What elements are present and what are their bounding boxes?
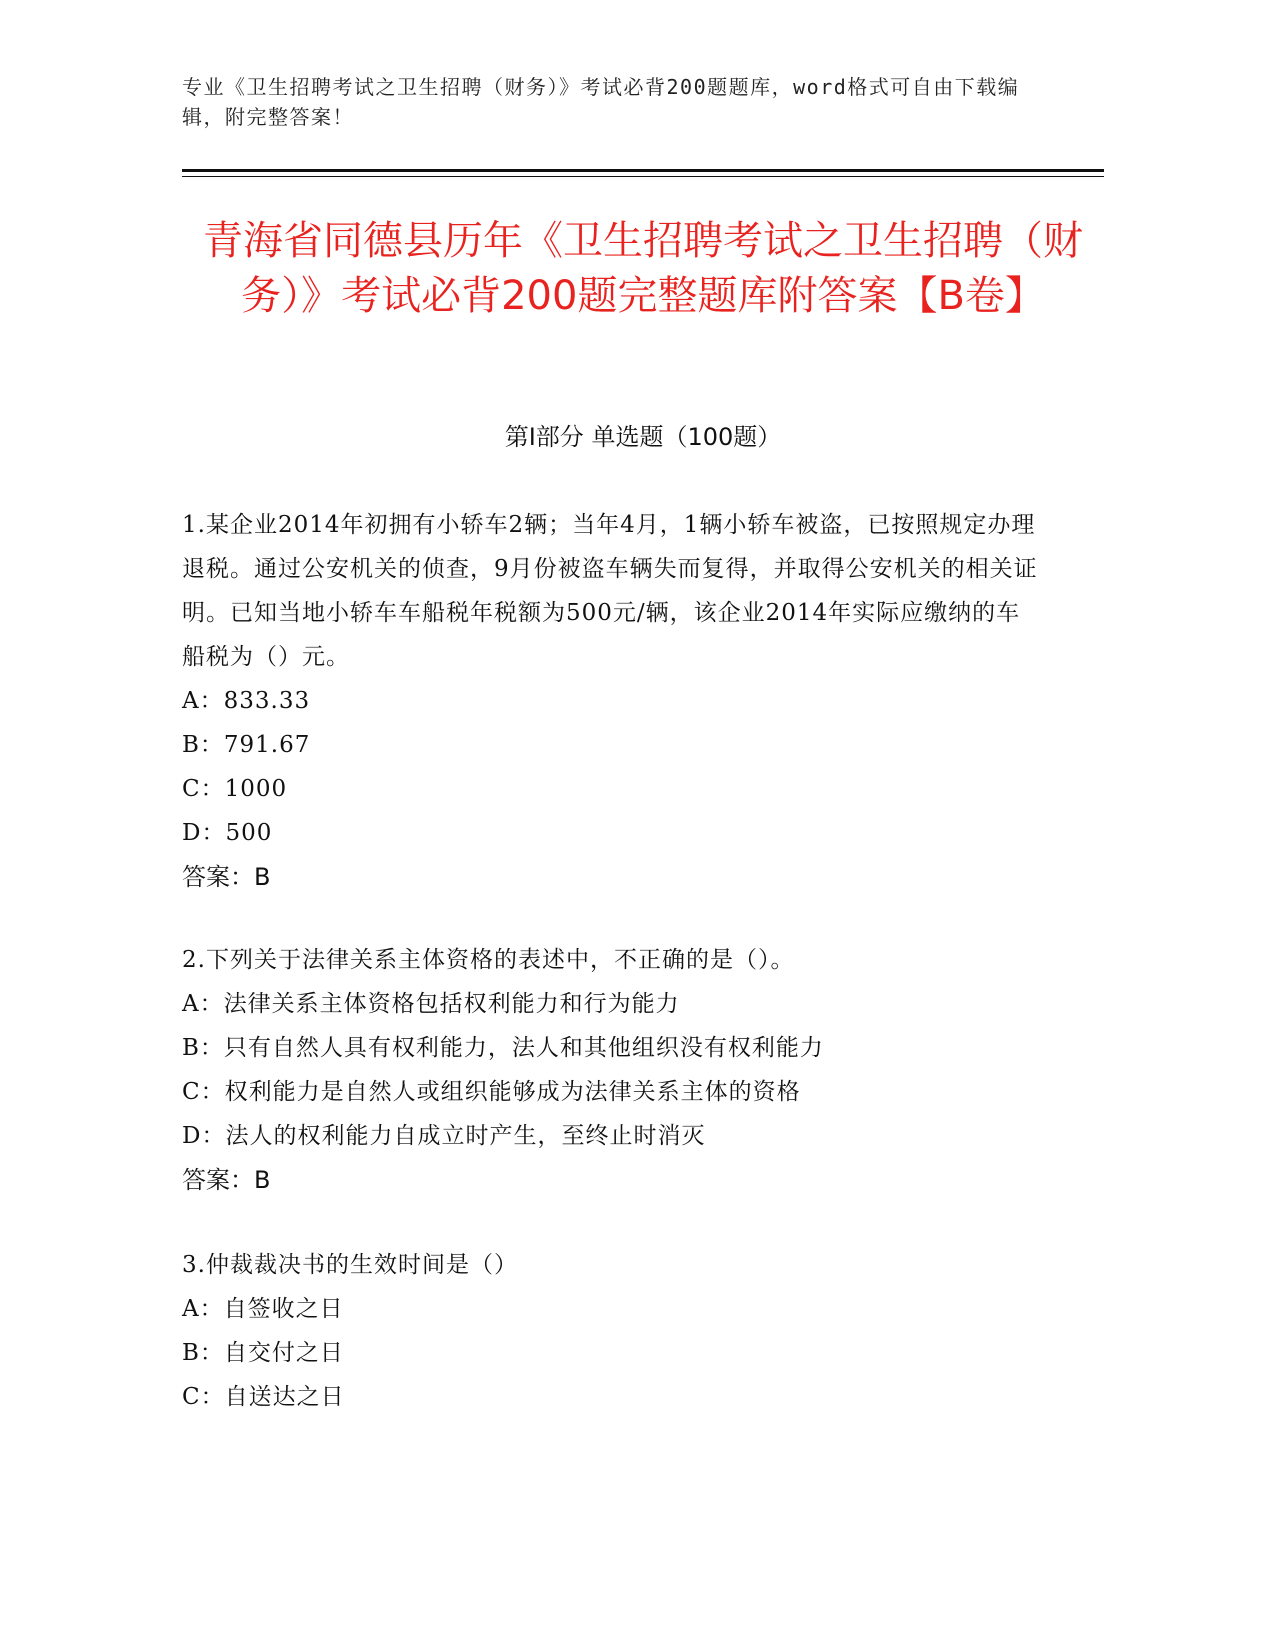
option-d: D：法人的权利能力自成立时产生，至终止时消灭 <box>182 1123 706 1149</box>
option-b: B：自交付之日 <box>182 1340 344 1366</box>
question-stem: 3.仲裁裁决书的生效时间是（） <box>182 1252 518 1278</box>
option-a: A：自签收之日 <box>182 1296 344 1322</box>
option-c: C：权利能力是自然人或组织能够成为法律关系主体的资格 <box>182 1079 801 1105</box>
answer-label: 答案：B <box>182 1166 271 1194</box>
option-b: B：只有自然人具有权利能力，法人和其他组织没有权利能力 <box>182 1035 824 1061</box>
question-2 <box>182 938 1042 1202</box>
option-a: A：833.33 <box>182 688 311 714</box>
question-3 <box>182 1243 1042 1419</box>
document-title: 青海省同德县历年《卫生招聘考试之卫生招聘（财务）》考试必背200题完整题库附答案【B卷】 <box>203 218 1083 319</box>
header-note: 专业《卫生招聘考试之卫生招聘（财务）》考试必背200题题库，word格式可自由下载编辑，附完整答案！ <box>182 75 1020 129</box>
section-title: 第Ⅰ部分 单选题（100题） <box>504 423 782 451</box>
option-c: C：自送达之日 <box>182 1384 345 1410</box>
question-stem: 1.某企业2014年初拥有小轿车2辆；当年4月，1辆小轿车被盗，已按照规定办理退税。通过公安机关的侦查，9月份被盗车辆失而复得，并取得公安机关的相关证明。已知当地小轿车车船税年税额为500元/辆，该企业2014年实际应缴纳的车船税为（）元。 <box>182 512 1038 670</box>
option-c: C：1000 <box>182 776 288 802</box>
question-1 <box>182 503 1042 899</box>
question-stem: 2.下列关于法律关系主体资格的表述中，不正确的是（）。 <box>182 947 795 973</box>
option-d: D：500 <box>182 820 273 846</box>
answer-label: 答案：B <box>182 863 271 891</box>
option-a: A：法律关系主体资格包括权利能力和行为能力 <box>182 991 680 1017</box>
header-rule-thin <box>182 176 1104 177</box>
header-rule-thick <box>182 169 1104 172</box>
option-b: B：791.67 <box>182 732 311 758</box>
